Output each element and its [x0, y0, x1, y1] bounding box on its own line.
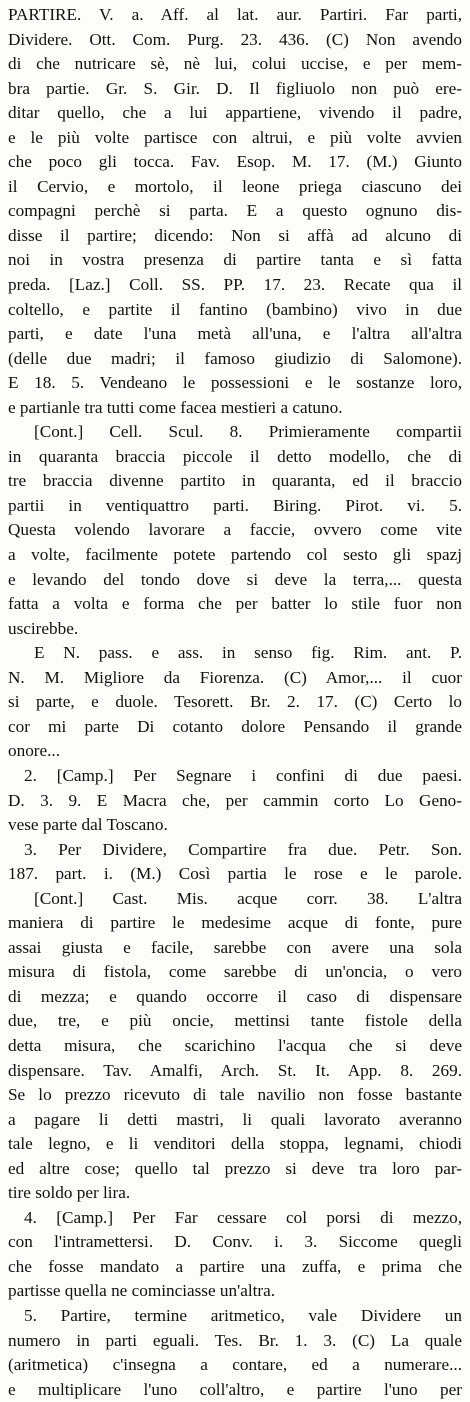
- text-line: (aritmetica) c'insegna a contare, ed a numerare...: [8, 1355, 462, 1375]
- text-line: di che nutricare sè, nè lui, colui uccise, e per mem-: [8, 54, 462, 74]
- text-line: a volte, facilmente potete partendo col sesto gli spazj: [8, 545, 462, 565]
- text-line: maniera di partire le medesime acque di fonte, pure: [8, 913, 462, 933]
- text-line: [Cont.] Cell. Scul. 8. Primieramente compartii: [34, 422, 462, 442]
- text-line: parti, e date l'una metà all'una, e l'altra all'altra: [8, 324, 462, 344]
- text-line: N. M. Migliore da Fiorenza. (C) Amor,... il cuor: [8, 667, 462, 687]
- text-line: E N. pass. e ass. in senso fig. Rim. ant. P.: [34, 643, 462, 663]
- text-line: e partianle tra tutti come facea mestieri a catuno.: [8, 397, 343, 417]
- text-line: con l'intramettersi. D. Conv. i. 3. Siccome quegli: [8, 1232, 462, 1252]
- text-line: in quaranta braccia piccole il detto modello, che di: [8, 446, 462, 466]
- text-line: dispensare. Tav. Amalfi, Arch. St. It. App. 8. 269.: [8, 1060, 462, 1080]
- text-line: bra partie. Gr. S. Gir. D. Il figliuolo non può ere-: [8, 78, 462, 98]
- text-line: il Cervio, e mortolo, il leone priega ciascuno dei: [8, 176, 462, 196]
- text-line: misura di fistola, come sarebbe di un'oncia, o vero: [8, 962, 462, 982]
- text-line: a pagare li detti mastri, li quali lavorato averanno: [8, 1109, 462, 1129]
- text-line: [Cont.] Cast. Mis. acque corr. 38. L'altra: [34, 888, 462, 908]
- text-line: numero in parti eguali. Tes. Br. 1. 3. (C) La quale: [8, 1330, 462, 1350]
- text-line: onore...: [8, 741, 61, 761]
- text-line: 3. Per Dividere, Compartire fra due. Petr. Son.: [24, 839, 462, 859]
- text-line: compagni perchè si parta. E a questo ognuno dis-: [8, 201, 462, 221]
- text-line: di mezza; e quando occorre il caso di dispensare: [8, 986, 462, 1006]
- text-line: Se lo prezzo ricevuto di tale navilio non fosse bastante: [8, 1085, 462, 1105]
- text-line: assai giusta e facile, sarebbe con avere una sola: [8, 937, 462, 957]
- text-line: partisse quella ne cominciasse un'altra.: [8, 1281, 276, 1301]
- text-line: partii in ventiquattro parti. Biring. Pirot. vi. 5.: [8, 495, 462, 515]
- text-line: che poco gli tocca. Fav. Esop. M. 17. (M.) Giunto: [8, 152, 462, 172]
- text-line: e levando del tondo dove si deve la terra,... questa: [8, 569, 462, 589]
- text-line: Questa volendo lavorare a faccie, ovvero come vite: [8, 520, 462, 540]
- text-line: uscirebbe.: [8, 618, 79, 638]
- text-line: 187. part. i. (M.) Così partia le rose e le parole.: [8, 864, 462, 884]
- text-line: D. 3. 9. E Macra che, per cammin corto Lo Geno-: [8, 790, 462, 810]
- text-line: vese parte dal Toscano.: [8, 815, 168, 835]
- text-line: due, tre, e più oncie, mettinsi tante fistole della: [8, 1011, 462, 1031]
- text-line: noi in vostra presenza di partire tanta e sì fatta: [8, 250, 462, 270]
- text-line: preda. [Laz.] Coll. SS. PP. 17. 23. Recate qua il: [8, 275, 462, 295]
- text-line: e multiplicare l'uno coll'altro, e partire l'uno per: [8, 1379, 462, 1399]
- text-line: e le più volte partisce con altrui, e più volte avvien: [8, 127, 462, 147]
- text-line: tire soldo per lira.: [8, 1183, 131, 1203]
- text-line: disse il partire; dicendo: Non si affà ad alcuno di: [8, 225, 462, 245]
- text-line: coltello, e partite il fantino (bambino) vivo in due: [8, 299, 462, 319]
- text-line: cor mi parte Di cotanto dolore Pensando il grande: [8, 716, 462, 736]
- text-line: Dividere. Ott. Com. Purg. 23. 436. (C) Non avendo: [8, 29, 462, 49]
- text-line: fatta a volta e forma che per batter lo stile fuor non: [8, 594, 462, 614]
- text-line: si parte, e duole. Tesorett. Br. 2. 17. (C) Certo lo: [8, 692, 462, 712]
- text-line: detta misura, che scarichino l'acqua che si deve: [8, 1035, 462, 1055]
- text-line: tale legno, e li venditori della stoppa, legnami, chiodi: [8, 1134, 462, 1154]
- text-line: 5. Partire, termine aritmetico, vale Dividere un: [24, 1305, 462, 1325]
- text-line: che fosse mandato a partire una zuffa, e prima che: [8, 1256, 462, 1276]
- text-line: ditar quello, che a lui appartiene, vivendo il padre,: [8, 103, 462, 123]
- text-line: E 18. 5. Vendeano le possessioni e le sostanze loro,: [8, 373, 462, 393]
- text-line: 4. [Camp.] Per Far cessare col porsi di mezzo,: [24, 1207, 462, 1227]
- text-line: PARTIRE. V. a. Aff. al lat. aur. Partiri. Far parti,: [8, 5, 462, 24]
- text-line: tre braccia divenne partito in quaranta, ed il braccio: [8, 471, 462, 491]
- text-line: 2. [Camp.] Per Segnare i confini di due paesi.: [24, 765, 462, 785]
- text-line: (delle due madri; il famoso giudizio di Salomone).: [8, 348, 462, 368]
- text-line: ed altre cose; quello tal prezzo si deve tra loro par-: [8, 1158, 462, 1178]
